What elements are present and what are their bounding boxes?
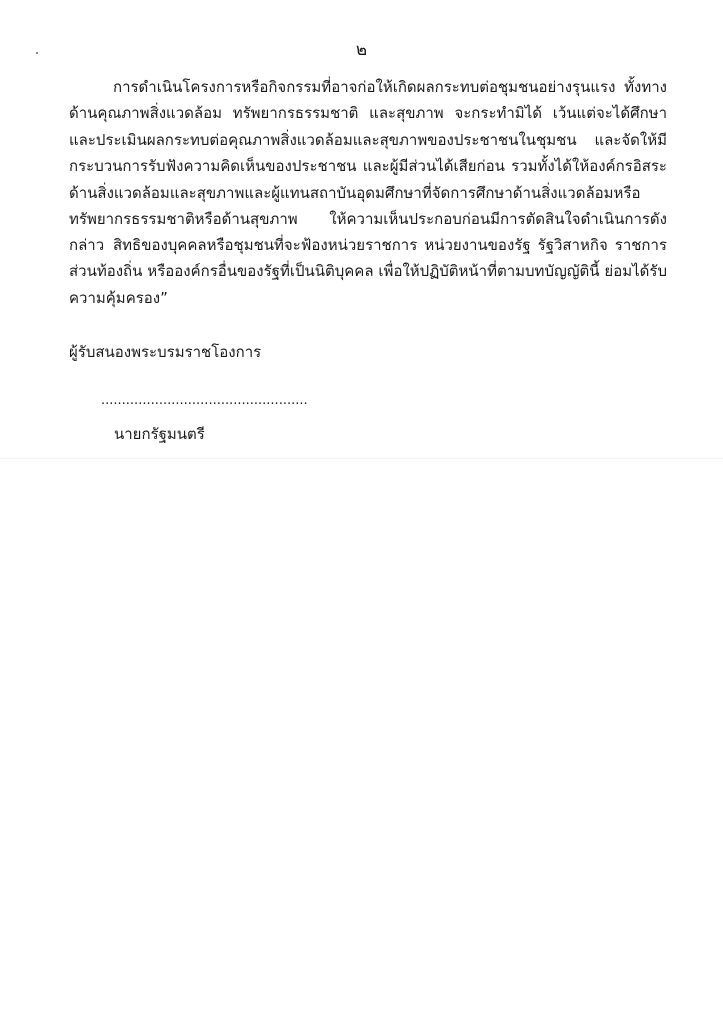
paragraph-text: สิทธิของบุคคลหรือชุมชนที่จะฟ้องหน่วยราชการ หน่วยงานของรัฐ รัฐวิสาหกิจ ราชการส่วนท้องถิ่น หรือองค์กรอื่นของรัฐที่เป็นนิติบุคคล เพื่อให้ปฏิบัติหน้าที่ตามบทบัญญัตินี้ ย่อมได้รับความคุ้มครอง” [69,236,667,307]
page-number: ๒ [355,40,368,60]
scan-artifact-line [0,458,723,459]
signature-line: .................................................. [101,393,308,408]
countersign-label: ผู้รับสนองพระบรมราชโองการ [69,343,262,361]
paragraph-text: การดำเนินโครงการหรือกิจกรรมที่อาจก่อให้เกิดผลกระทบต่อชุมชนอย่างรุนแรง ทั้งทางด้านคุณภาพสิ่งแวดล้อม ทรัพยากรธรรมชาติ และสุขภาพ จะกระทำมิได้ เว้นแต่จะได้ศึกษาและประเมินผลกระทบต่อคุณภาพสิ่งแวดล้อมและสุขภาพของประชาชนในชุมชน และจัดให้มีกระบวนการรับฟังความคิดเห็นของประชาชน และผู้มีส่วนได้เสียก่อน รวมทั้งได้ให้องค์กรอิสระด้านสิ่งแวดล้อมและสุขภาพและผู้แทนสถาบันอุดมศึกษาที่จัดการศึกษาด้านสิ่งแวดล้อมหรือทรัพยากรธรรมชาติหรือด้านสุขภาพ ให้ความเห็นประกอบก่อนมีการตัดสินใจดำเนินการดังกล่าว [69,78,667,255]
signer-title: นายกรัฐมนตรี [114,425,205,443]
paragraph-right-to-sue [69,232,667,311]
